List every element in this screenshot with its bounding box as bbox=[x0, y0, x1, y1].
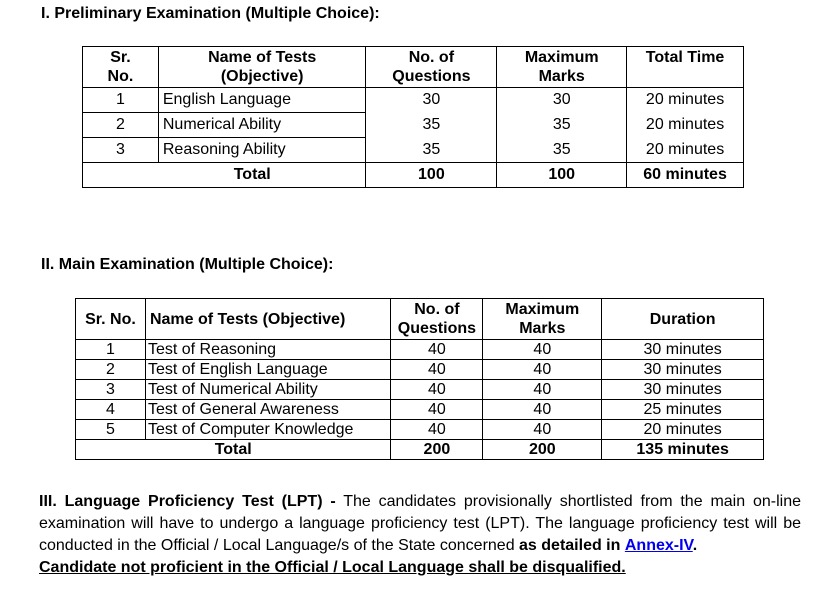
cell-questions: 40 bbox=[391, 420, 483, 440]
cell-time: 20 minutes bbox=[627, 88, 744, 113]
cell-test-name: Numerical Ability bbox=[158, 113, 366, 138]
cell-duration: 20 minutes bbox=[602, 420, 764, 440]
header-no-of-questions: No. of Questions bbox=[366, 47, 497, 88]
cell-questions: 40 bbox=[391, 380, 483, 400]
cell-marks: 40 bbox=[483, 380, 602, 400]
cell-sr: 2 bbox=[76, 360, 146, 380]
table-row bbox=[83, 138, 744, 163]
cell-marks: 40 bbox=[483, 420, 602, 440]
cell-test-name: Test of Reasoning bbox=[145, 340, 390, 360]
cell-marks: 40 bbox=[483, 400, 602, 420]
header-sr-no: Sr. No. bbox=[83, 47, 159, 88]
table-row bbox=[76, 400, 764, 420]
table-header-row bbox=[76, 299, 764, 340]
lpt-detail-text: as detailed in bbox=[519, 537, 621, 554]
cell-marks: 40 bbox=[483, 340, 602, 360]
cell-sr: 3 bbox=[76, 380, 146, 400]
cell-questions: 30 bbox=[366, 88, 497, 113]
total-duration: 135 minutes bbox=[602, 440, 764, 460]
cell-time: 20 minutes bbox=[627, 113, 744, 138]
cell-marks: 40 bbox=[483, 360, 602, 380]
cell-questions: 35 bbox=[366, 138, 497, 163]
cell-duration: 30 minutes bbox=[602, 340, 764, 360]
total-marks: 100 bbox=[497, 163, 627, 188]
cell-questions: 35 bbox=[366, 113, 497, 138]
total-time: 60 minutes bbox=[627, 163, 744, 188]
table-row bbox=[83, 113, 744, 138]
cell-marks: 35 bbox=[497, 113, 627, 138]
section3-heading: III. Language Proficiency Test (LPT) - bbox=[39, 493, 336, 510]
header-sr-no: Sr. No. bbox=[76, 299, 146, 340]
total-label: Total bbox=[76, 440, 391, 460]
total-row bbox=[76, 440, 764, 460]
table-row bbox=[76, 420, 764, 440]
total-questions: 200 bbox=[391, 440, 483, 460]
table-row bbox=[76, 360, 764, 380]
main-exam-table bbox=[75, 298, 764, 460]
cell-sr: 1 bbox=[83, 88, 159, 113]
cell-sr: 2 bbox=[83, 113, 159, 138]
section2-heading: II. Main Examination (Multiple Choice): bbox=[41, 256, 334, 273]
table-header-row bbox=[83, 47, 744, 88]
header-name-of-tests: Name of Tests (Objective) bbox=[158, 47, 366, 88]
section1-heading: I. Preliminary Examination (Multiple Choice): bbox=[41, 5, 380, 22]
table-row bbox=[83, 88, 744, 113]
preliminary-exam-table bbox=[82, 46, 744, 188]
cell-test-name: Test of English Language bbox=[145, 360, 390, 380]
total-row bbox=[83, 163, 744, 188]
cell-questions: 40 bbox=[391, 400, 483, 420]
cell-test-name: English Language bbox=[158, 88, 366, 113]
cell-time: 20 minutes bbox=[627, 138, 744, 163]
cell-test-name: Test of General Awareness bbox=[145, 400, 390, 420]
table-row bbox=[76, 340, 764, 360]
cell-sr: 1 bbox=[76, 340, 146, 360]
header-maximum-marks: Maximum Marks bbox=[497, 47, 627, 88]
total-marks: 200 bbox=[483, 440, 602, 460]
table-row bbox=[76, 380, 764, 400]
cell-sr: 3 bbox=[83, 138, 159, 163]
cell-marks: 30 bbox=[497, 88, 627, 113]
cell-test-name: Reasoning Ability bbox=[158, 138, 366, 163]
cell-sr: 4 bbox=[76, 400, 146, 420]
cell-test-name: Test of Computer Knowledge bbox=[145, 420, 390, 440]
header-total-time: Total Time bbox=[627, 47, 744, 88]
lpt-paragraph bbox=[39, 491, 801, 579]
header-maximum-marks: Maximum Marks bbox=[483, 299, 602, 340]
cell-test-name: Test of Numerical Ability bbox=[145, 380, 390, 400]
cell-duration: 25 minutes bbox=[602, 400, 764, 420]
cell-marks: 35 bbox=[497, 138, 627, 163]
lpt-description: The candidates provisionally shortlisted from the main on-line examination will have to undergo a language proficiency test (LPT). The language proficiency test will be conducted in the Official / Local Language/s of the State concerned bbox=[39, 493, 801, 554]
header-name-of-tests: Name of Tests (Objective) bbox=[145, 299, 390, 340]
cell-questions: 40 bbox=[391, 340, 483, 360]
cell-sr: 5 bbox=[76, 420, 146, 440]
annex-iv-link[interactable]: Annex-IV bbox=[624, 537, 693, 554]
total-label: Total bbox=[83, 163, 366, 188]
header-no-of-questions: No. of Questions bbox=[391, 299, 483, 340]
disqualification-notice: Candidate not proficient in the Official / Local Language shall be disqualified. bbox=[39, 559, 626, 576]
cell-questions: 40 bbox=[391, 360, 483, 380]
cell-duration: 30 minutes bbox=[602, 360, 764, 380]
lpt-period: . bbox=[692, 537, 698, 554]
cell-duration: 30 minutes bbox=[602, 380, 764, 400]
total-questions: 100 bbox=[366, 163, 497, 188]
header-duration: Duration bbox=[602, 299, 764, 340]
